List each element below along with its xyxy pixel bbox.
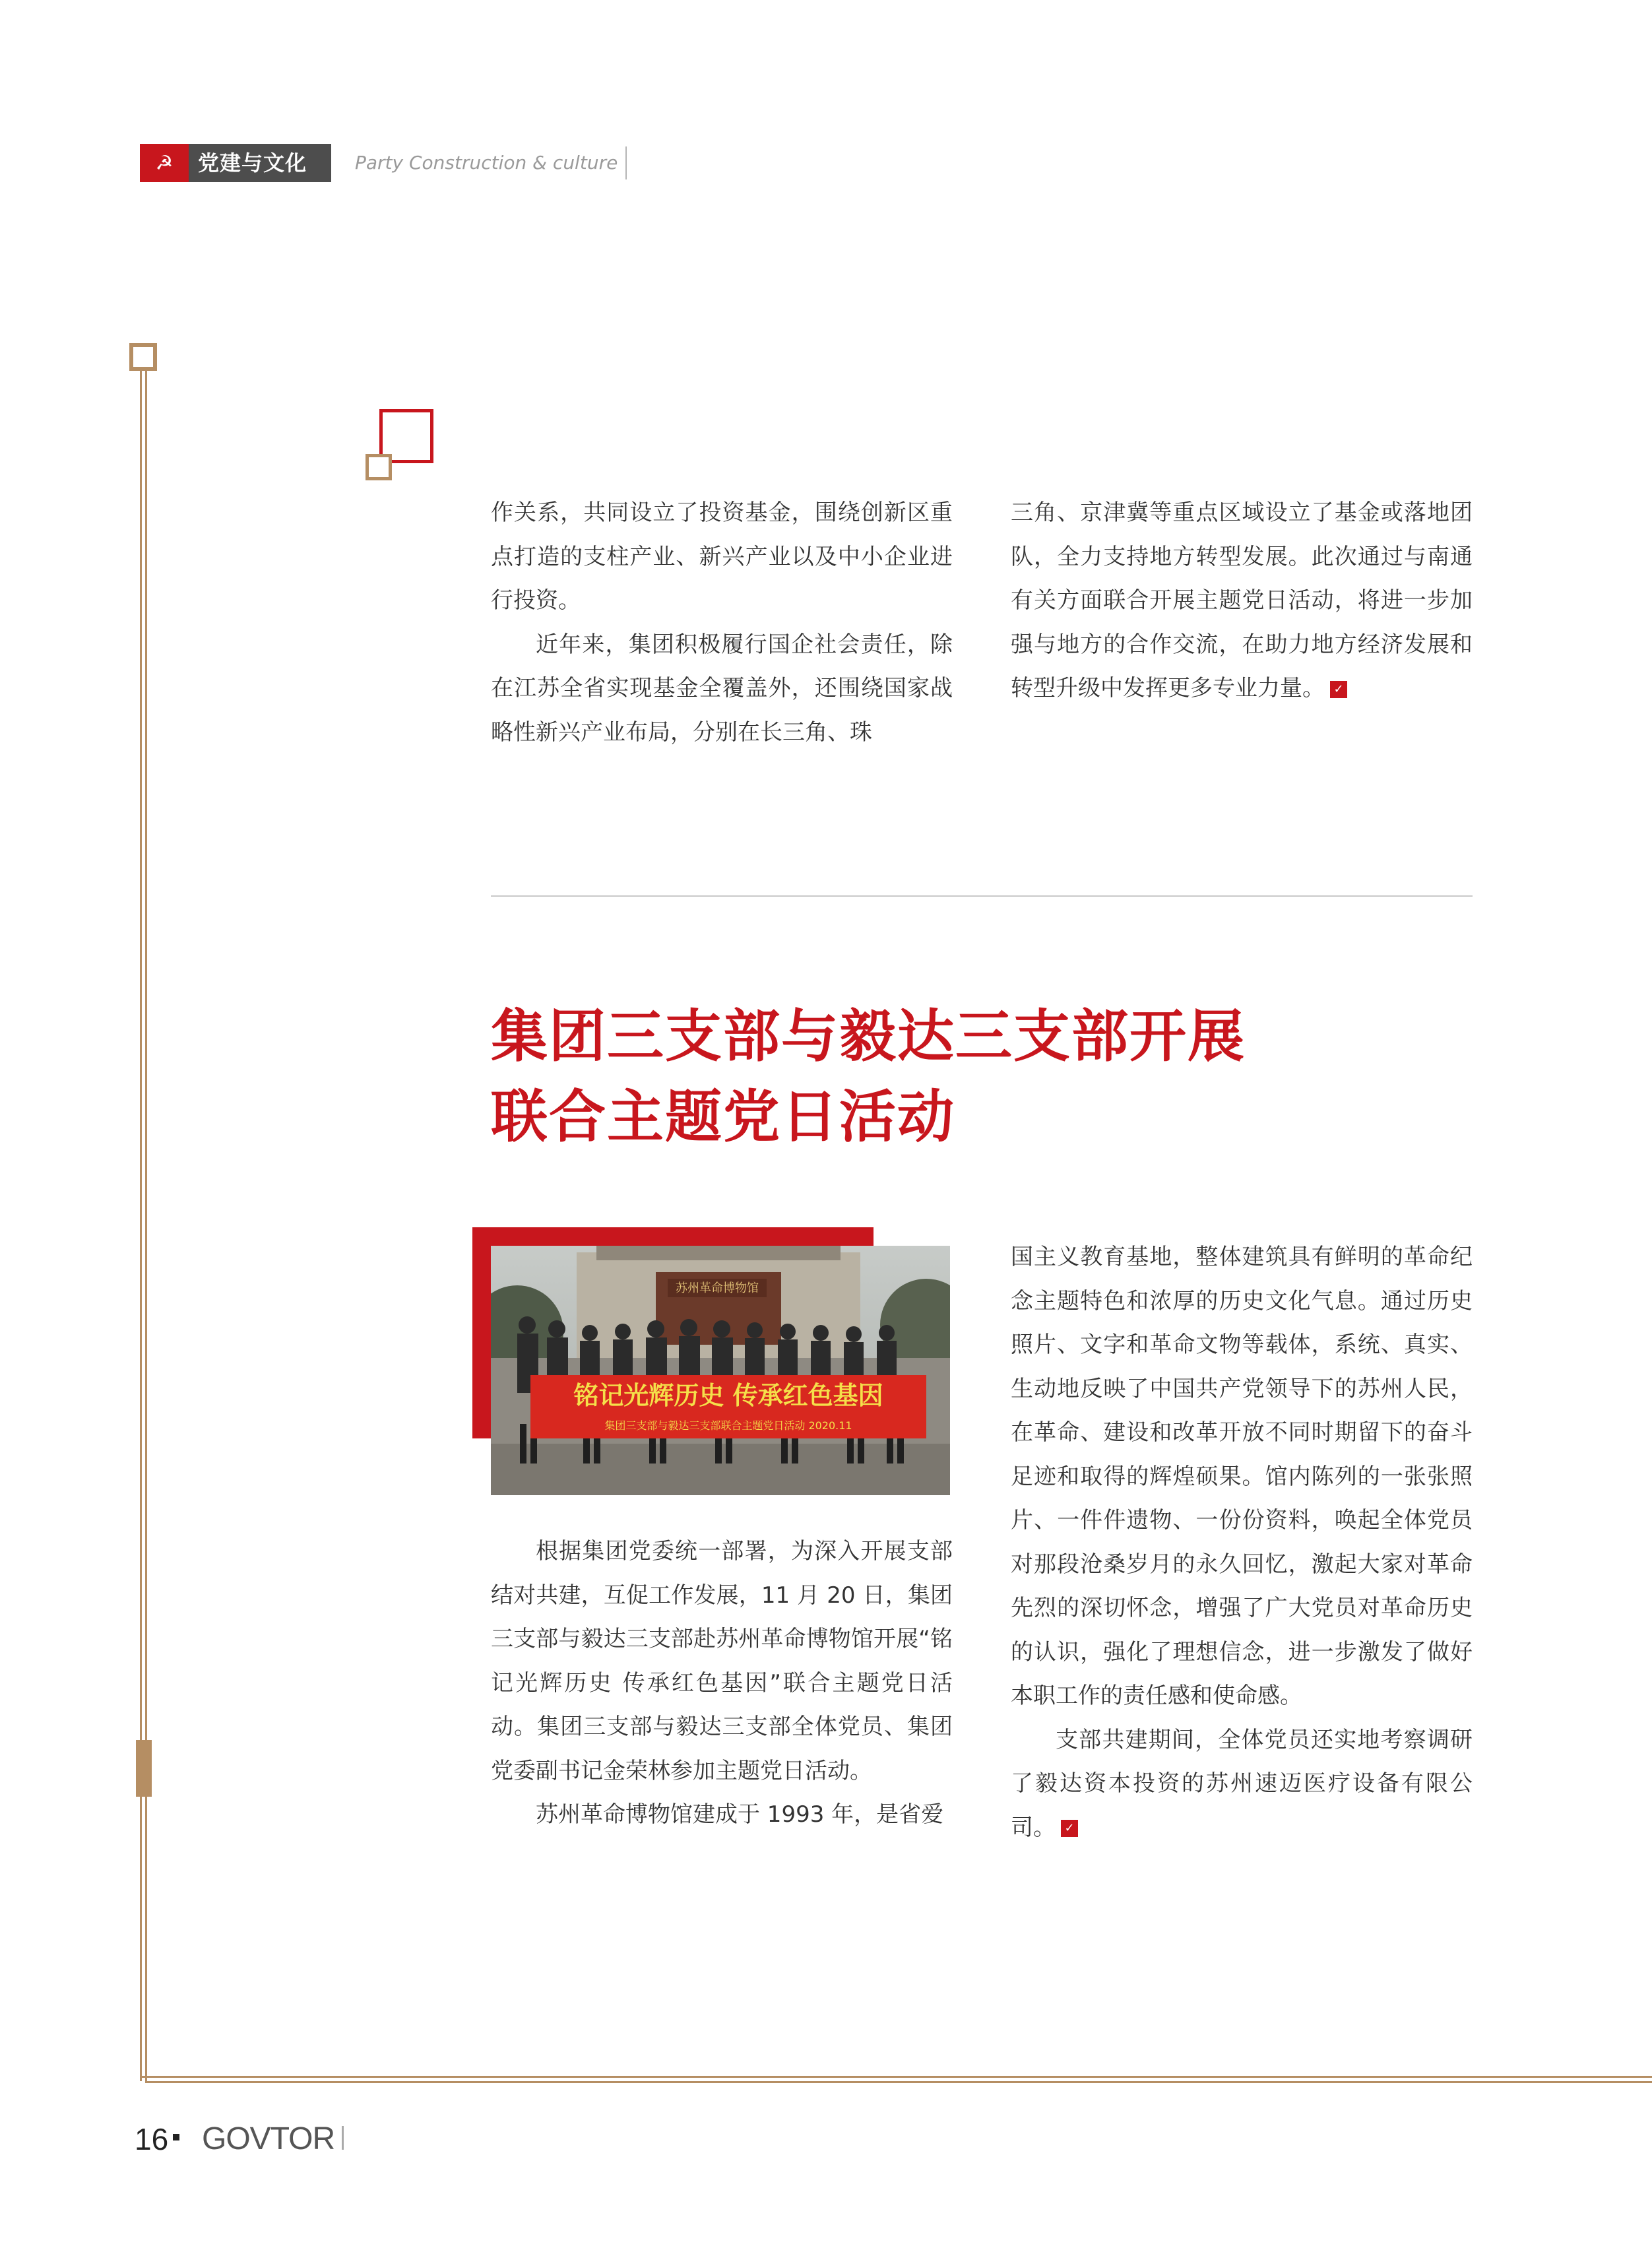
prev-article-column-right [1011,491,1473,711]
banner-sub-text: 集团三支部与毅达三支部联合主题党日活动 2020.11 [604,1419,852,1432]
section-subtitle: Party Construction & culture [355,152,618,174]
paragraph-text: 三角、京津冀等重点区域设立了基金或落地团队，全力支持地方转型发展。此次通过与南通有关方面联合开展主题党日活动，将进一步加强与地方的合作交流，在助力地方经济发展和转型升级中发挥更多专业力量。 [1011,499,1473,701]
building-sign: 苏州革命博物馆 [676,1281,759,1295]
banner-main-text: 铭记光辉历史 传承红色基因 [573,1381,883,1410]
article-title-line-1: 集团三支部与毅达三支部开展 [491,1004,1246,1070]
frame-line-vertical-inner [145,371,147,2081]
page-number: 16 [135,2122,169,2156]
footer-divider [342,2126,344,2150]
paragraph-text: 支部共建期间，全体党员还实地考察调研了毅达资本投资的苏州速迈医疗设备有限公司。 [1011,1726,1473,1841]
frame-corner-square [129,343,157,371]
header-divider [625,146,627,179]
paragraph: 苏州革命博物馆建成于 1993 年，是省爱 [536,1801,944,1828]
end-of-article-icon: ✓ [1061,1820,1078,1837]
prev-article-column-left [491,491,953,754]
article-title [491,996,1246,1157]
frame-line-horizontal-inner [145,2081,1652,2083]
magazine-brand-logo: GOVTOR [202,2121,335,2156]
paragraph: 国主义教育基地，整体建筑具有鲜明的革命纪念主题特色和浓厚的历史文化气息。通过历史照片、文字和革命文物等载体，系统、真实、生动地反映了中国共产党领导下的苏州人民，在革命、建设和改革开放不同时期留下的奋斗足迹和取得的辉煌硕果。馆内陈列的一张张照片、一件件遗物、一份份资料，唤起全体党员对那段沧桑岁月的永久回忆，激起大家对革命先烈的深切怀念，增强了广大党员对革命历史的认识，强化了理想信念，进一步激发了做好本职工作的责任感和使命感。 [1011,1244,1473,1709]
article-column-left [491,1529,953,1837]
section-title: 党建与文化 [198,150,307,176]
footer-dot [173,2134,179,2140]
article-column-right [1011,1235,1473,1850]
paragraph: 根据集团党委统一部署，为深入开展支部结对共建，互促工作发展，11 月 20 日，集团三支部与毅达三支部赴苏州革命博物馆开展“铭记光辉历史 传承红色基因”联合主题党日活动。集团三支部与毅达三支部全体党员、集团党委副书记金荣林参加主题党日活动。 [491,1538,953,1784]
paragraph: 作关系，共同设立了投资基金，围绕创新区重点打造的支柱产业、新兴产业以及中小企业进行投资。 [491,499,953,614]
group-photo [491,1246,950,1495]
frame-line-horizontal-outer [140,2076,1652,2078]
paragraph: 近年来，集团积极履行国企社会责任，除在江苏全省实现基金全覆盖外，还围绕国家战略性新兴产业布局，分别在长三角、珠 [491,631,953,746]
paragraph-end [1011,491,1473,711]
hammer-sickle-icon: ☭ [155,152,174,175]
frame-tab [136,1740,152,1797]
article-divider [491,895,1473,897]
frame-line-vertical-outer [140,371,142,2081]
decor-square-gold [365,454,392,480]
end-of-article-icon: ✓ [1330,681,1347,698]
group-photo-illustration [491,1246,950,1495]
paragraph-end [1011,1718,1473,1850]
article-title-line-2: 联合主题党日活动 [491,1084,955,1150]
